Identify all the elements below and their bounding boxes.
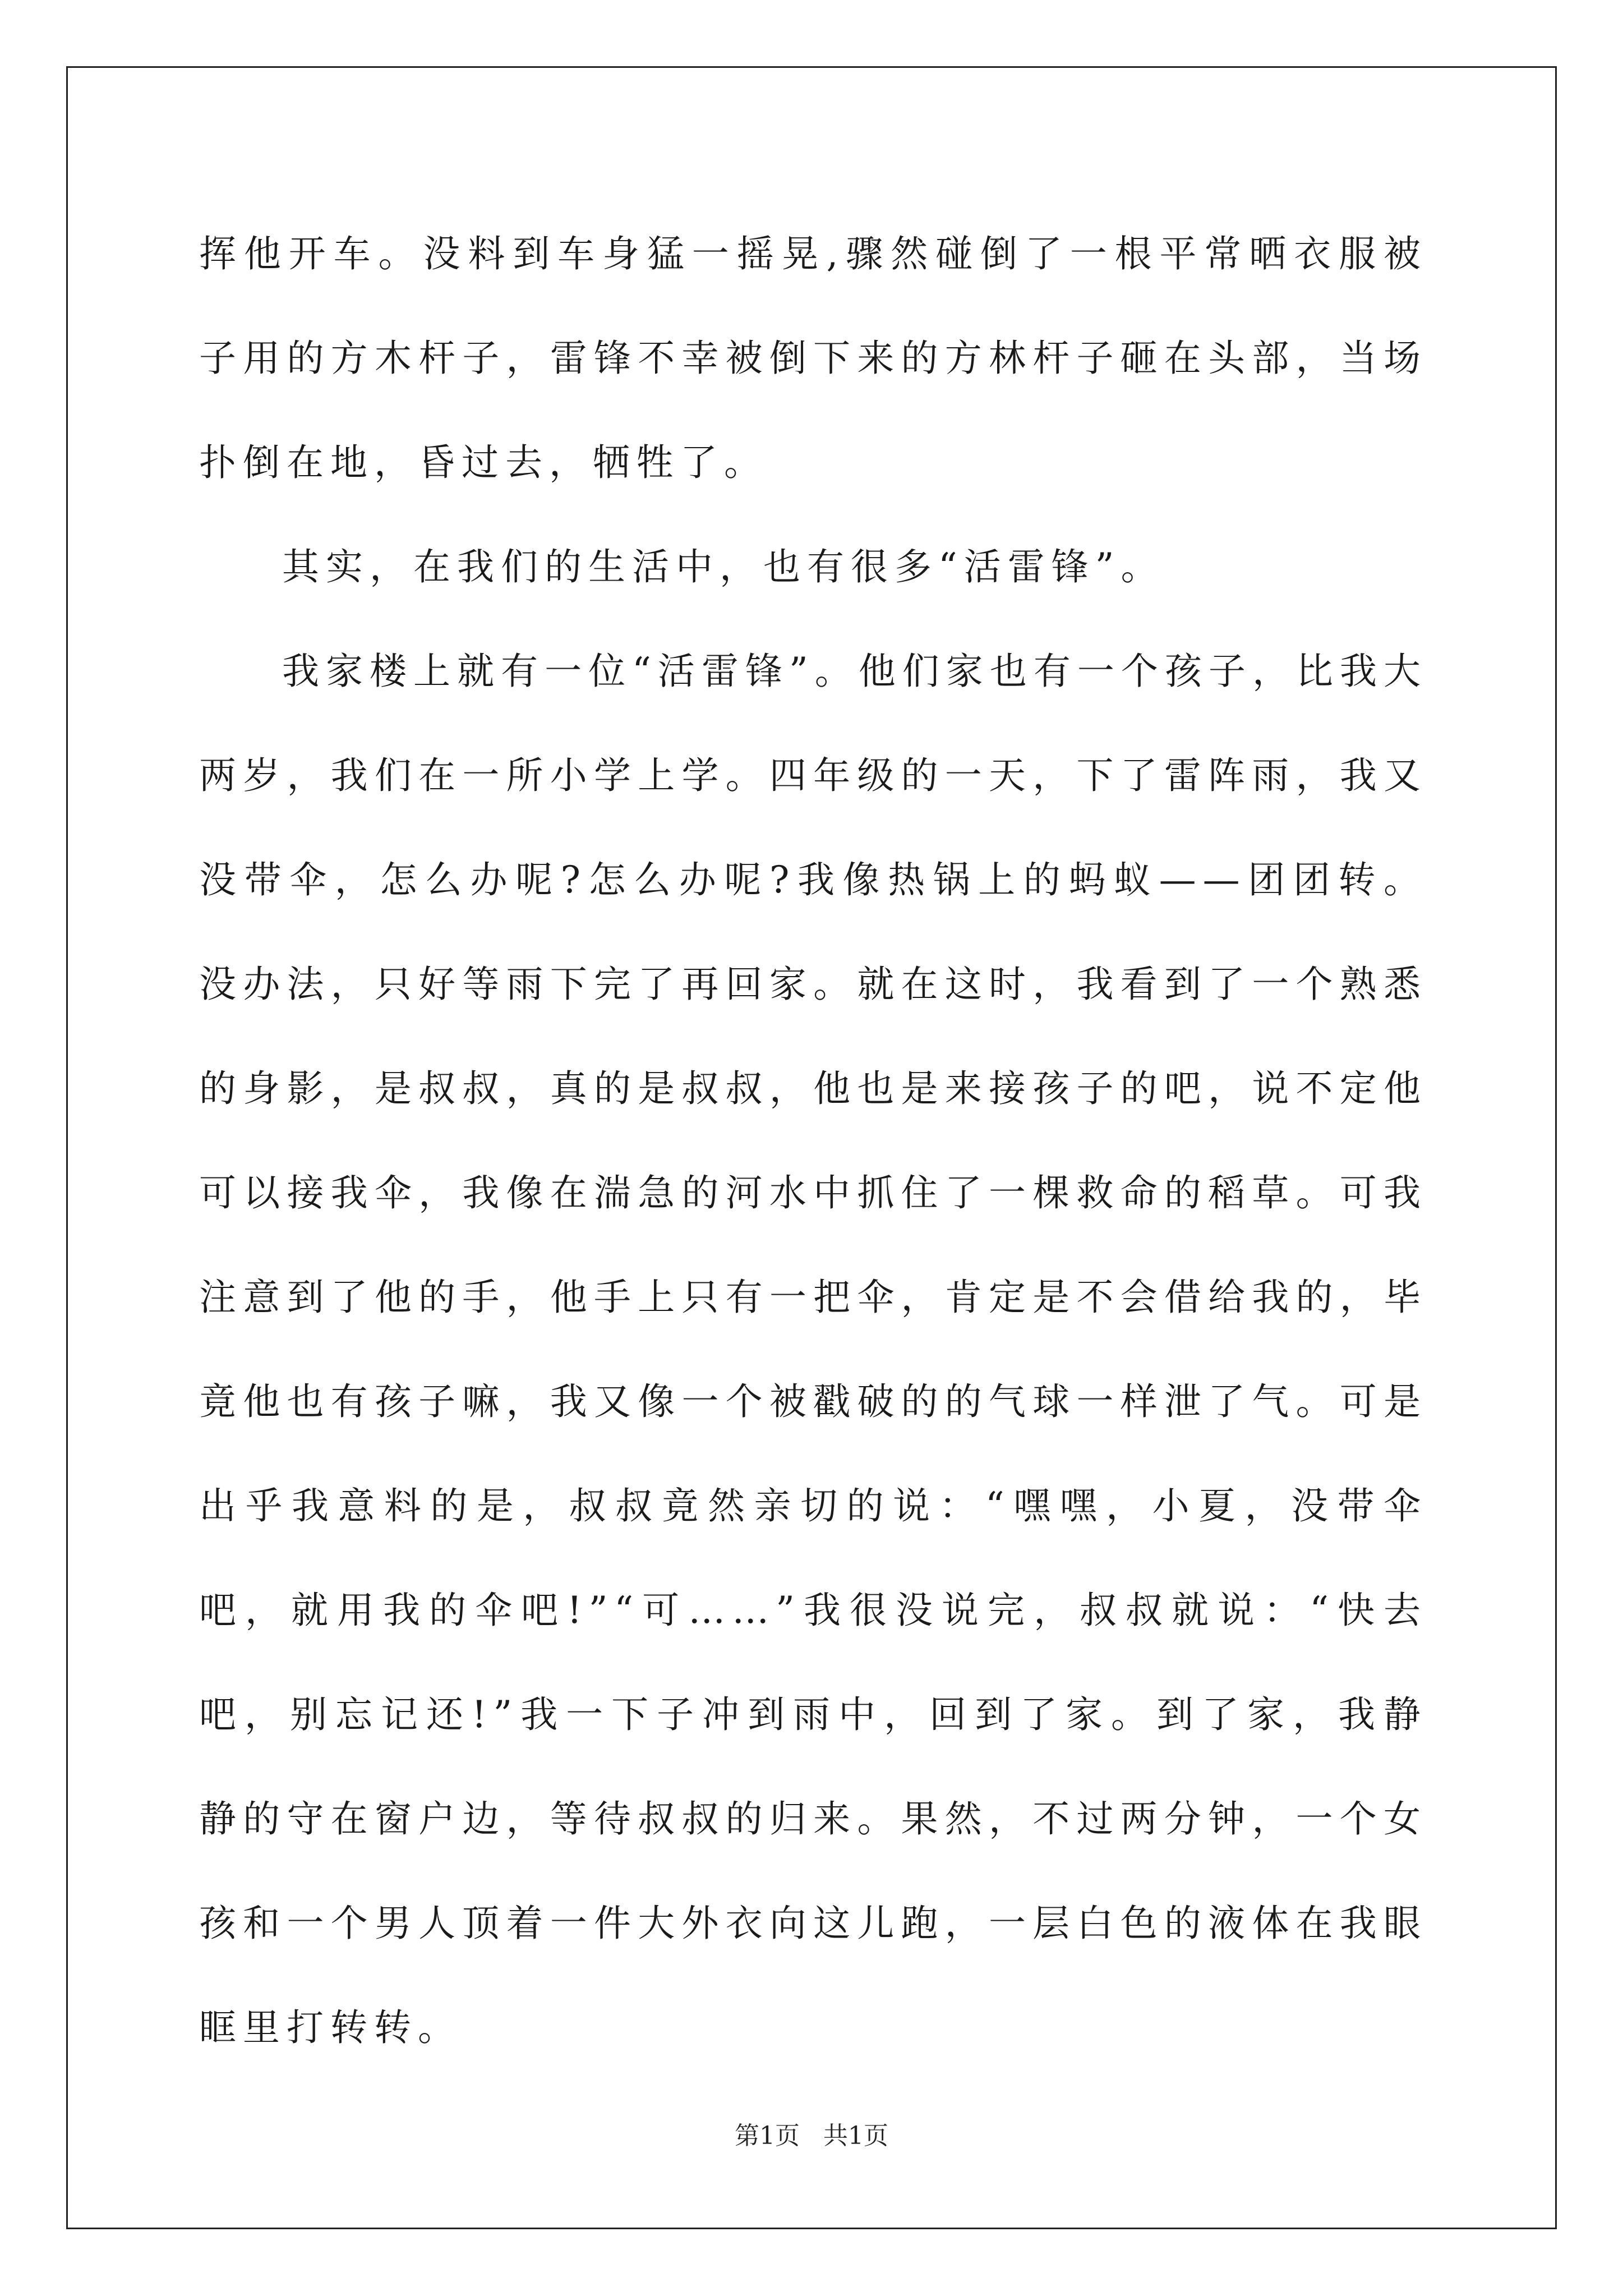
paragraph-1: 挥他开车。没料到车身猛一摇晃,骤然碰倒了一根平常晒衣服被子用的方木杆子，雷锋不幸被倒下来的方林杆子砸在头部，当场扑倒在地，昏过去，牺牲了。 [199, 232, 1427, 484]
page-footer [0, 2119, 1623, 2153]
paragraph-2: 其实，在我们的生活中，也有很多“活雷锋”。 [282, 545, 1165, 588]
document-body [199, 202, 1427, 2080]
page-number: 第1页 [735, 2122, 800, 2150]
paragraph-3: 我家楼上就有一位“活雷锋”。他们家也有一个孩子，比我大两岁，我们在一所小学上学。四年级的一天，下了雷阵雨，我又没带伞，怎么办呢?怎么办呢?我像热锅上的蚂蚁——团团转。没办法，只好等雨下完了再回家。就在这时，我看到了一个熟悉的身影，是叔叔，真的是叔叔，他也是来接孩子的吧，说不定他可以接我伞，我像在湍急的河水中抓住了一棵救命的稻草。可我注意到了他的手，他手上只有一把伞，肯定是不会借给我的，毕竟他也有孩子嘛，我又像一个被戳破的的气球一样泄了气。可是出乎我意料的是，叔叔竟然亲切的说：“嘿嘿，小夏，没带伞吧，就用我的伞吧!”“可……”我很没说完，叔叔就说：“快去吧，别忘记还!”我一下子冲到雨中，回到了家。到了家，我静静的守在窗户边，等待叔叔的归来。果然，不过两分钟，一个女孩和一个男人顶着一件大外衣向这儿跑，一层白色的液体在我眼眶里打转转。 [199, 650, 1427, 2049]
page-total: 共1页 [823, 2122, 888, 2150]
